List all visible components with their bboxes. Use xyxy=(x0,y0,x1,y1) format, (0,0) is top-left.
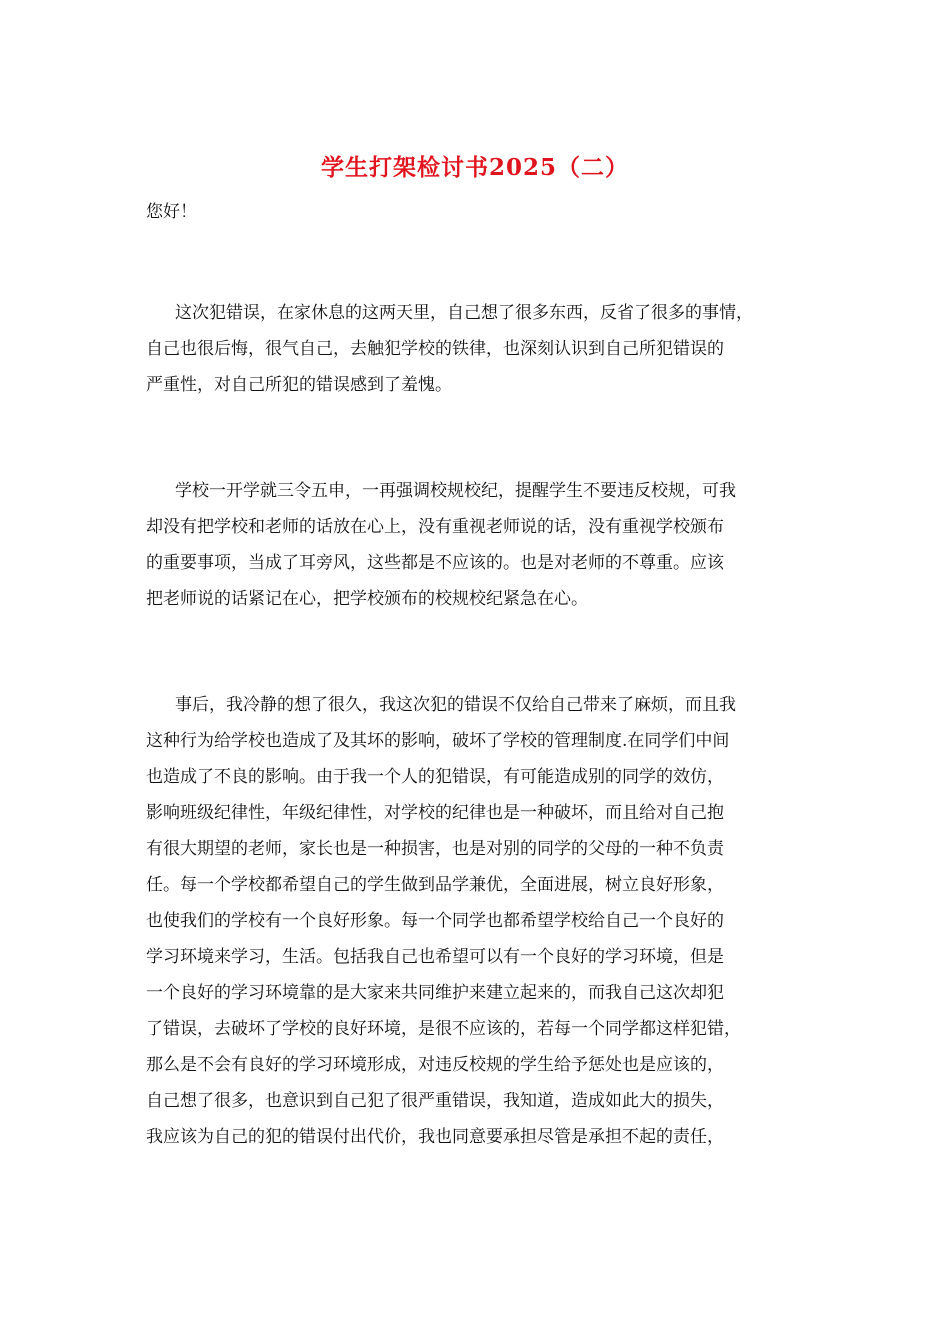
paragraph-line: 自己想了很多，也意识到自己犯了很严重错误，我知道，造成如此大的损失， xyxy=(146,1091,724,1111)
paragraph-line: 这次犯错误，在家休息的这两天里，自己想了很多东西，反省了很多的事情， xyxy=(175,303,753,323)
paragraph-line: 任。每一个学校都希望自己的学生做到品学兼优，全面进展，树立良好形象， xyxy=(146,875,724,895)
paragraph-line: 也使我们的学校有一个良好形象。每一个同学也都希望学校给自己一个良好的 xyxy=(146,911,724,931)
paragraph-line: 我应该为自己的犯的错误付出代价，我也同意要承担尽管是承担不起的责任， xyxy=(146,1127,724,1147)
document-title: 学生打架检讨书2025（二） xyxy=(320,154,629,181)
paragraph-line: 那么是不会有良好的学习环境形成，对违反校规的学生给予惩处也是应该的， xyxy=(146,1055,724,1075)
paragraph-line: 却没有把学校和老师的话放在心上，没有重视老师说的话，没有重视学校颁布 xyxy=(146,517,724,537)
paragraph-line: 有很大期望的老师，家长也是一种损害，也是对别的同学的父母的一种不负责 xyxy=(146,839,724,859)
paragraph-line: 把老师说的话紧记在心，把学校颁布的校规校纪紧急在心。 xyxy=(146,589,588,609)
paragraph-line: 影响班级纪律性，年级纪律性，对学校的纪律也是一种破坏，而且给对自己抱 xyxy=(146,803,724,823)
paragraph-line: 严重性，对自己所犯的错误感到了羞愧。 xyxy=(146,375,452,395)
paragraph-line: 学习环境来学习，生活。包括我自己也希望可以有一个良好的学习环境，但是 xyxy=(146,947,724,967)
paragraph-2 xyxy=(146,478,816,622)
paragraph-1 xyxy=(146,300,816,408)
paragraph-line: 了错误，去破坏了学校的良好环境，是很不应该的，若每一个同学都这样犯错， xyxy=(146,1019,741,1039)
paragraph-line: 这种行为给学校也造成了及其坏的影响，破坏了学校的管理制度.在同学们中间 xyxy=(146,731,730,751)
paragraph-line: 一个良好的学习环境靠的是大家来共同维护来建立起来的，而我自己这次却犯 xyxy=(146,983,724,1003)
greeting-line: 您好！ xyxy=(146,202,197,222)
paragraph-3 xyxy=(146,692,816,1160)
paragraph-line: 的重要事项，当成了耳旁风，这些都是不应该的。也是对老师的不尊重。应该 xyxy=(146,553,724,573)
paragraph-line: 学校一开学就三令五申，一再强调校规校纪，提醒学生不要违反校规，可我 xyxy=(175,481,736,501)
paragraph-line: 也造成了不良的影响。由于我一个人的犯错误，有可能造成别的同学的效仿， xyxy=(146,767,724,787)
paragraph-line: 自己也很后悔，很气自己，去触犯学校的铁律，也深刻认识到自己所犯错误的 xyxy=(146,339,724,359)
paragraph-line: 事后，我冷静的想了很久，我这次犯的错误不仅给自己带来了麻烦，而且我 xyxy=(175,695,736,715)
